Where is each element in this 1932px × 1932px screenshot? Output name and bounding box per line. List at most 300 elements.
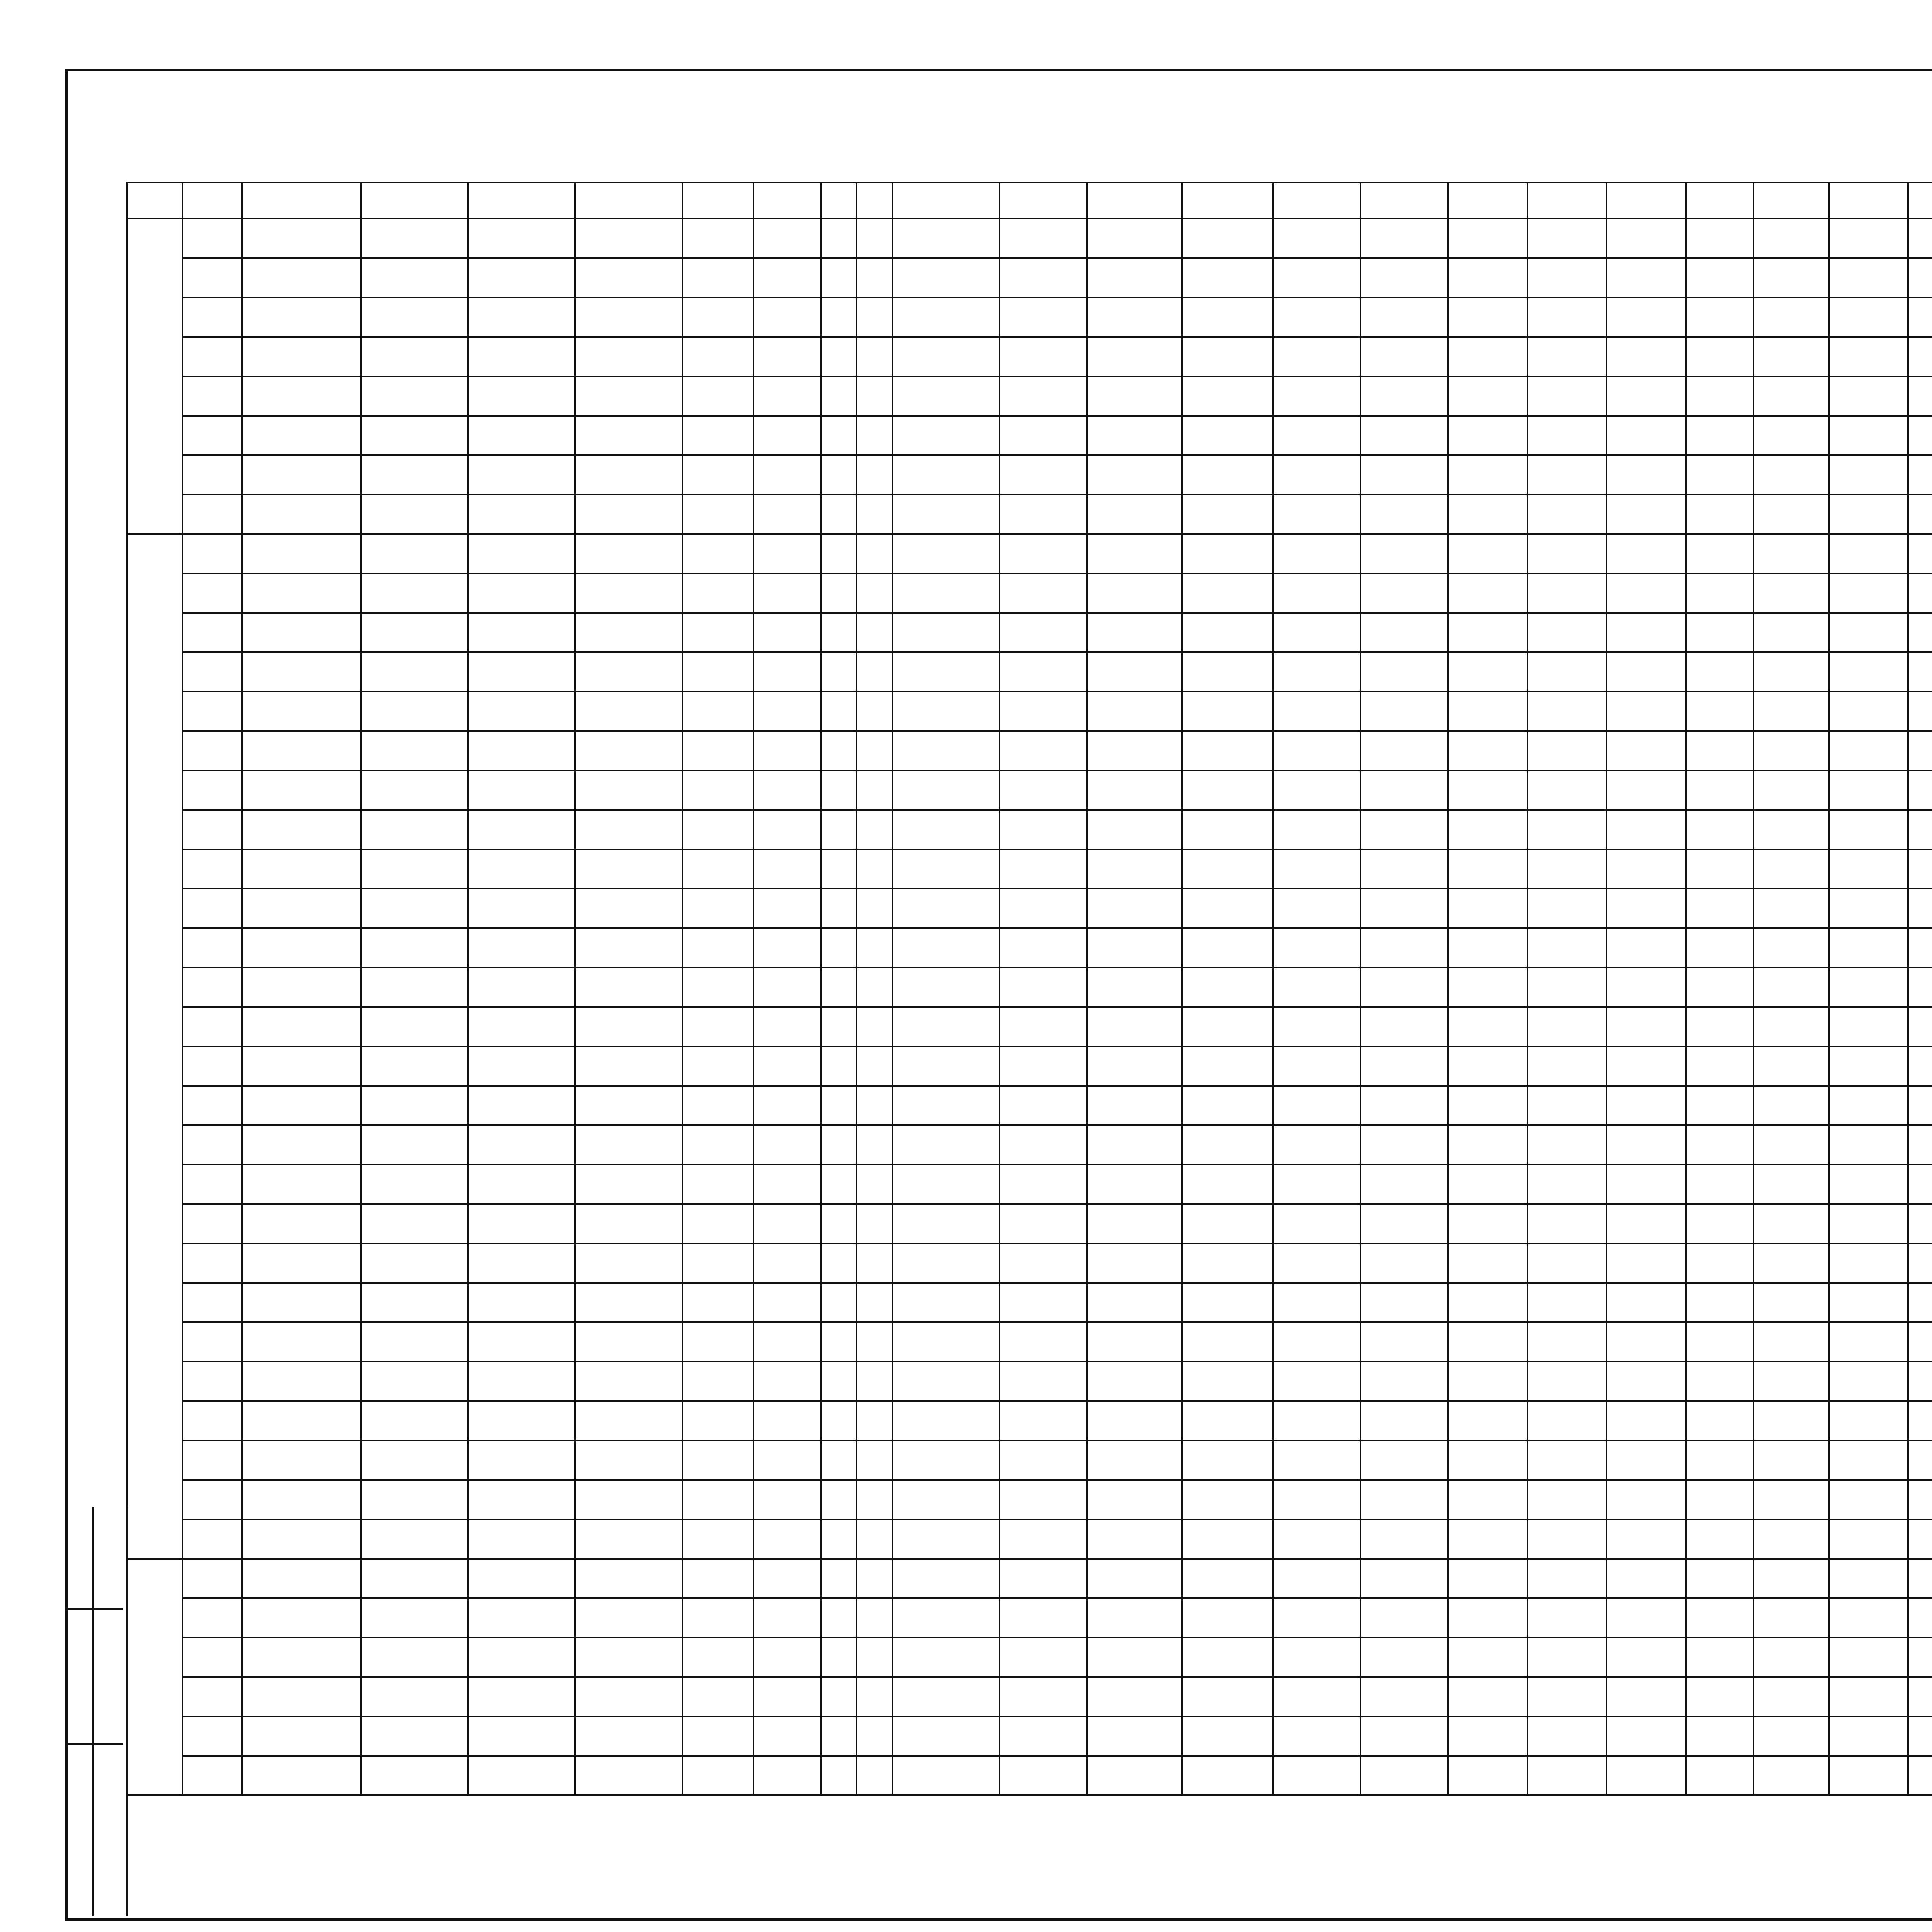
element-id-cell <box>182 1480 242 1519</box>
table-cell <box>242 731 361 770</box>
table-cell <box>1273 1283 1361 1322</box>
table-row <box>127 534 1932 573</box>
table-cell <box>1000 928 1087 968</box>
table-cell <box>821 1322 857 1362</box>
table-cell <box>361 1086 468 1125</box>
table-cell <box>1527 731 1607 770</box>
table-cell <box>1753 573 1829 613</box>
table-cell <box>1753 1401 1829 1440</box>
table-cell <box>1753 534 1829 573</box>
table-cell <box>1753 810 1829 849</box>
column-header <box>127 182 182 219</box>
table-cell <box>1273 692 1361 731</box>
element-id-cell <box>182 1086 242 1125</box>
table-cell <box>1448 1598 1527 1638</box>
table-cell <box>1829 731 1908 770</box>
table-cell <box>753 1716 821 1756</box>
table-cell <box>1686 1519 1753 1559</box>
table-cell <box>575 652 682 692</box>
table-cell <box>1829 1440 1908 1480</box>
table-cell <box>575 889 682 928</box>
table-cell <box>1753 416 1829 455</box>
table-cell <box>1273 1362 1361 1401</box>
table-cell <box>242 849 361 889</box>
table-cell <box>1686 1165 1753 1204</box>
column-header <box>857 182 892 219</box>
table-row <box>127 1204 1932 1243</box>
table-cell <box>1000 495 1087 534</box>
table-cell <box>1448 1283 1527 1322</box>
table-cell <box>1361 928 1448 968</box>
table-cell <box>1527 219 1607 258</box>
table-cell <box>1607 1362 1686 1401</box>
table-cell <box>753 810 821 849</box>
table-cell <box>468 1677 575 1716</box>
table-cell <box>1448 731 1527 770</box>
table-cell <box>821 1086 857 1125</box>
table-cell <box>1686 258 1753 298</box>
section-label-cell <box>127 1559 182 1795</box>
table-cell <box>857 376 892 416</box>
column-header <box>1273 182 1361 219</box>
table-cell <box>575 1283 682 1322</box>
table-cell <box>682 692 754 731</box>
table-cell <box>1908 1677 1932 1716</box>
table-cell <box>1607 258 1686 298</box>
table-cell <box>1908 889 1932 928</box>
table-cell <box>575 613 682 652</box>
table-cell <box>1527 1086 1607 1125</box>
table-cell <box>1829 219 1908 258</box>
table-cell <box>242 692 361 731</box>
table-cell <box>468 298 575 337</box>
table-cell <box>242 1519 361 1559</box>
table-cell <box>1829 1283 1908 1322</box>
table-cell <box>1087 810 1182 849</box>
table-cell <box>1527 534 1607 573</box>
table-cell <box>242 455 361 495</box>
table-row <box>127 1125 1932 1165</box>
table-cell <box>361 968 468 1007</box>
element-id-cell <box>182 1598 242 1638</box>
table-cell <box>821 1046 857 1086</box>
table-cell <box>893 928 1000 968</box>
table-cell <box>1000 692 1087 731</box>
table-cell <box>1527 495 1607 534</box>
table-cell <box>1753 1677 1829 1716</box>
table-cell <box>1273 613 1361 652</box>
table-cell <box>1182 1007 1273 1046</box>
table-cell <box>682 1598 754 1638</box>
table-cell <box>1753 219 1829 258</box>
table-cell <box>242 1638 361 1677</box>
table-cell <box>1908 692 1932 731</box>
table-cell <box>821 337 857 376</box>
table-cell <box>1607 1716 1686 1756</box>
table-cell <box>1829 1677 1908 1716</box>
table-cell <box>753 1243 821 1283</box>
element-id-cell <box>182 1165 242 1204</box>
table-cell <box>1686 928 1753 968</box>
table-cell <box>1273 1322 1361 1362</box>
table-cell <box>1182 613 1273 652</box>
table-cell <box>857 298 892 337</box>
table-cell <box>1182 1716 1273 1756</box>
table-cell <box>1361 1125 1448 1165</box>
table-cell <box>1087 1716 1182 1756</box>
table-cell <box>821 219 857 258</box>
table-cell <box>361 731 468 770</box>
table-cell <box>1607 849 1686 889</box>
table-cell <box>242 337 361 376</box>
table-cell <box>1087 731 1182 770</box>
table-cell <box>1448 928 1527 968</box>
table-cell <box>1607 1046 1686 1086</box>
table-cell <box>1686 495 1753 534</box>
table-cell <box>1361 1756 1448 1795</box>
table-cell <box>1527 1046 1607 1086</box>
table-cell <box>1182 298 1273 337</box>
table-cell <box>1829 1007 1908 1046</box>
table-cell <box>361 1677 468 1716</box>
table-cell <box>1361 849 1448 889</box>
table-cell <box>1448 1559 1527 1598</box>
table-cell <box>1908 1559 1932 1598</box>
table-cell <box>1273 1638 1361 1677</box>
table-cell <box>1448 455 1527 495</box>
table-cell <box>857 1243 892 1283</box>
table-cell <box>682 1362 754 1401</box>
table-cell <box>753 337 821 376</box>
table-cell <box>1908 1440 1932 1480</box>
table-cell <box>821 1125 857 1165</box>
table-cell <box>893 889 1000 928</box>
table-cell <box>242 1283 361 1322</box>
element-id-cell <box>182 1007 242 1046</box>
table-cell <box>1829 1086 1908 1125</box>
table-cell <box>893 1165 1000 1204</box>
table-cell <box>1087 573 1182 613</box>
table-cell <box>1273 731 1361 770</box>
table-cell <box>468 770 575 810</box>
table-cell <box>1448 849 1527 889</box>
table-cell <box>468 1480 575 1519</box>
table-cell <box>575 1519 682 1559</box>
element-id-cell <box>182 613 242 652</box>
table-cell <box>821 1243 857 1283</box>
table-cell <box>857 1165 892 1204</box>
table-cell <box>682 731 754 770</box>
element-id-cell <box>182 652 242 692</box>
table-cell <box>1087 1362 1182 1401</box>
table-cell <box>1607 731 1686 770</box>
table-cell <box>1829 1401 1908 1440</box>
section-label-cell <box>127 219 182 534</box>
table-row <box>127 692 1932 731</box>
table-cell <box>857 1007 892 1046</box>
table-cell <box>1607 1756 1686 1795</box>
table-cell <box>1000 1519 1087 1559</box>
table-cell <box>1087 1125 1182 1165</box>
table-cell <box>1607 1638 1686 1677</box>
table-cell <box>1448 1756 1527 1795</box>
table-cell <box>682 1638 754 1677</box>
table-cell <box>1361 455 1448 495</box>
table-cell <box>1087 1598 1182 1638</box>
table-cell <box>857 1519 892 1559</box>
table-cell <box>1000 219 1087 258</box>
table-cell <box>242 1322 361 1362</box>
table-cell <box>1908 573 1932 613</box>
table-cell <box>682 573 754 613</box>
table-cell <box>682 889 754 928</box>
table-cell <box>1087 652 1182 692</box>
table-cell <box>1527 1125 1607 1165</box>
table-cell <box>1273 416 1361 455</box>
table-cell <box>1829 298 1908 337</box>
table-cell <box>1182 1638 1273 1677</box>
table-cell <box>682 1716 754 1756</box>
table-cell <box>361 534 468 573</box>
table-cell <box>821 416 857 455</box>
table-cell <box>821 1598 857 1638</box>
table-cell <box>1527 1598 1607 1638</box>
table-cell <box>1087 534 1182 573</box>
table-cell <box>575 1756 682 1795</box>
table-cell <box>1829 770 1908 810</box>
table-cell <box>242 1086 361 1125</box>
table-cell <box>1273 376 1361 416</box>
table-cell <box>893 731 1000 770</box>
table-cell <box>1753 1716 1829 1756</box>
table-cell <box>1607 1007 1686 1046</box>
table-cell <box>1686 692 1753 731</box>
table-cell <box>1361 219 1448 258</box>
table-cell <box>821 928 857 968</box>
table-cell <box>1361 1401 1448 1440</box>
table-cell <box>468 731 575 770</box>
table-cell <box>1607 889 1686 928</box>
element-id-cell <box>182 692 242 731</box>
column-header <box>1607 182 1686 219</box>
table-cell <box>1753 298 1829 337</box>
table-row <box>127 495 1932 534</box>
table-cell <box>1753 1007 1829 1046</box>
table-cell <box>1361 495 1448 534</box>
table-cell <box>1182 219 1273 258</box>
table-row <box>127 298 1932 337</box>
table-cell <box>1087 258 1182 298</box>
table-cell <box>753 849 821 889</box>
table-cell <box>361 455 468 495</box>
table-cell <box>1087 1322 1182 1362</box>
element-id-cell <box>182 298 242 337</box>
table-cell <box>1000 416 1087 455</box>
table-cell <box>682 1165 754 1204</box>
column-header <box>1686 182 1753 219</box>
table-cell <box>242 770 361 810</box>
table-cell <box>468 692 575 731</box>
table-cell <box>1361 968 1448 1007</box>
table-cell <box>242 534 361 573</box>
table-cell <box>361 1401 468 1440</box>
table-row <box>127 928 1932 968</box>
element-id-cell <box>182 770 242 810</box>
table-cell <box>893 1204 1000 1243</box>
table-cell <box>1087 1638 1182 1677</box>
table-cell <box>1448 495 1527 534</box>
table-cell <box>1361 1440 1448 1480</box>
table-cell <box>575 810 682 849</box>
table-cell <box>1753 889 1829 928</box>
table-row <box>127 1007 1932 1046</box>
table-cell <box>361 1440 468 1480</box>
table-cell <box>1448 573 1527 613</box>
table-cell <box>753 1322 821 1362</box>
table-cell <box>857 1559 892 1598</box>
element-id-cell <box>182 416 242 455</box>
table-cell <box>1908 337 1932 376</box>
table-cell <box>682 1756 754 1795</box>
table-cell <box>1829 1519 1908 1559</box>
table-cell <box>893 968 1000 1007</box>
table-cell <box>1908 455 1932 495</box>
table-cell <box>1273 928 1361 968</box>
table-cell <box>242 889 361 928</box>
table-cell <box>575 1362 682 1401</box>
table-cell <box>857 692 892 731</box>
table-cell <box>857 1322 892 1362</box>
table-cell <box>1448 416 1527 455</box>
table-cell <box>1686 849 1753 889</box>
table-cell <box>1527 968 1607 1007</box>
table-cell <box>242 652 361 692</box>
table-cell <box>1686 652 1753 692</box>
table-cell <box>1607 1440 1686 1480</box>
table-row <box>127 731 1932 770</box>
table-cell <box>682 613 754 652</box>
table-cell <box>468 534 575 573</box>
table-cell <box>468 219 575 258</box>
table-cell <box>1607 1204 1686 1243</box>
table-cell <box>575 573 682 613</box>
table-cell <box>1087 889 1182 928</box>
table-cell <box>821 376 857 416</box>
table-cell <box>361 573 468 613</box>
table-cell <box>1686 1440 1753 1480</box>
table-cell <box>1527 1716 1607 1756</box>
table-cell <box>753 219 821 258</box>
column-header <box>1908 182 1932 219</box>
table-cell <box>361 1165 468 1204</box>
table-cell <box>682 534 754 573</box>
table-cell <box>1273 219 1361 258</box>
table-cell <box>1753 968 1829 1007</box>
table-cell <box>1273 1243 1361 1283</box>
table-cell <box>1182 1204 1273 1243</box>
element-id-cell <box>182 849 242 889</box>
table-cell <box>893 573 1000 613</box>
table-cell <box>1607 1243 1686 1283</box>
table-cell <box>821 889 857 928</box>
table-cell <box>1908 849 1932 889</box>
table-cell <box>1000 1598 1087 1638</box>
table-cell <box>242 573 361 613</box>
table-cell <box>1087 337 1182 376</box>
table-cell <box>1607 376 1686 416</box>
table-row <box>127 1401 1932 1440</box>
table-cell <box>753 1086 821 1125</box>
table-cell <box>361 376 468 416</box>
table-cell <box>1448 1125 1527 1165</box>
table-cell <box>1361 1243 1448 1283</box>
table-cell <box>1686 298 1753 337</box>
table-cell <box>1000 613 1087 652</box>
table-cell <box>575 1638 682 1677</box>
column-header <box>1527 182 1607 219</box>
table-cell <box>1686 573 1753 613</box>
table-cell <box>893 1086 1000 1125</box>
table-cell <box>1686 1283 1753 1322</box>
table-cell <box>1000 1165 1087 1204</box>
table-cell <box>468 1046 575 1086</box>
table-cell <box>1182 770 1273 810</box>
table-cell <box>468 1638 575 1677</box>
table-cell <box>1273 652 1361 692</box>
element-id-cell <box>182 1125 242 1165</box>
table-cell <box>857 1598 892 1638</box>
table-cell <box>821 810 857 849</box>
table-cell <box>1753 1283 1829 1322</box>
table-cell <box>361 889 468 928</box>
table-cell <box>468 1401 575 1440</box>
table-cell <box>1527 1243 1607 1283</box>
table-cell <box>468 889 575 928</box>
column-header <box>682 182 754 219</box>
table-cell <box>1087 298 1182 337</box>
table-cell <box>1273 1716 1361 1756</box>
table-cell <box>468 1125 575 1165</box>
table-cell <box>1607 1480 1686 1519</box>
stamp-label-inventory <box>65 1743 94 1916</box>
table-cell <box>1448 1716 1527 1756</box>
table-row <box>127 1046 1932 1086</box>
table-cell <box>821 1283 857 1322</box>
table-cell <box>1908 1638 1932 1677</box>
table-cell <box>361 1362 468 1401</box>
table-cell <box>857 573 892 613</box>
table-cell <box>242 1440 361 1480</box>
table-cell <box>1361 1519 1448 1559</box>
table-cell <box>1000 1716 1087 1756</box>
table-cell <box>893 849 1000 889</box>
table-cell <box>1000 1480 1087 1519</box>
table-row <box>127 1322 1932 1362</box>
table-cell <box>1000 1638 1087 1677</box>
table-cell <box>893 1480 1000 1519</box>
table-cell <box>1753 1756 1829 1795</box>
stamp-cell-replaced <box>65 1507 123 1610</box>
table-cell <box>1527 1756 1607 1795</box>
table-cell <box>821 968 857 1007</box>
table-cell <box>575 1677 682 1716</box>
table-cell <box>1527 692 1607 731</box>
table-cell <box>1000 652 1087 692</box>
table-cell <box>857 1283 892 1322</box>
table-cell <box>753 416 821 455</box>
column-header <box>1182 182 1273 219</box>
stamp-cell-signature <box>65 1608 123 1745</box>
